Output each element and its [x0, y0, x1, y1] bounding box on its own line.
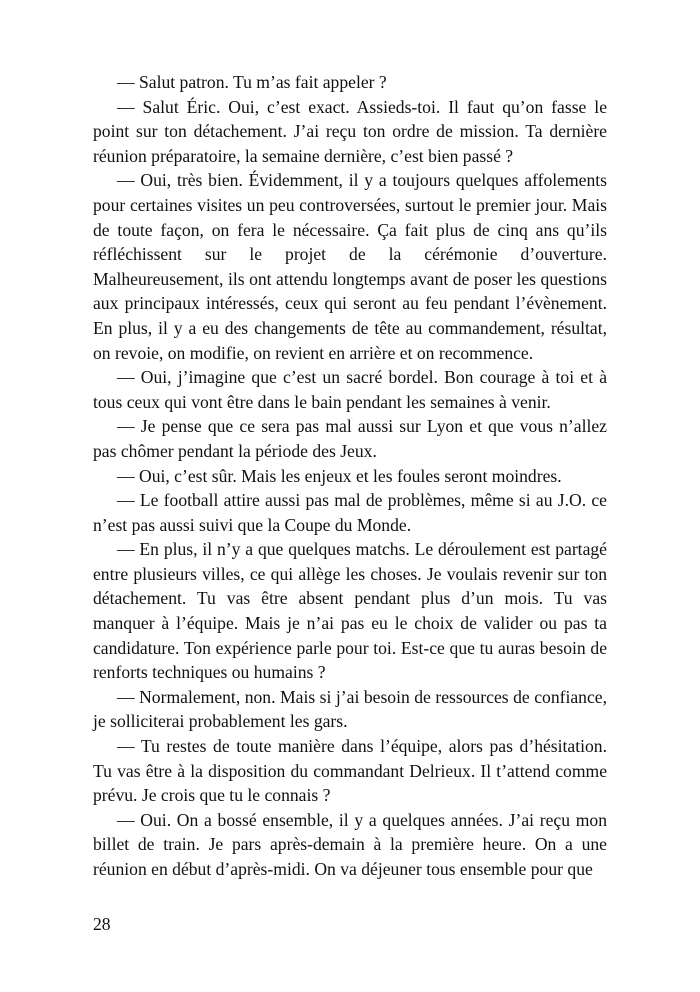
dialogue-paragraph: — Oui, j’imagine que c’est un sacré bordel. Bon courage à toi et à tous ceux qui vont être dans le bain pendant les semaines à venir. — [93, 367, 607, 412]
dialogue-paragraph: — En plus, il n’y a que quelques matchs. Le déroulement est partagé entre plusieurs villes, ce qui allège les choses. Je voulais revenir sur ton détachement. Tu vas être absent pendant plus d’un mois. Tu vas manquer à l’équipe. Mais je n’ai pas eu le choix de valider ou pas ta candidature. Ton expérience parle pour toi. Est-ce que tu auras besoin de renforts techniques ou humains ? — [93, 539, 607, 683]
dialogue-paragraph: — Tu restes de toute manière dans l’équipe, alors pas d’hésitation. Tu vas être à la disposition du commandant Delrieux. Il t’attend comme prévu. Je crois que tu le connais ? — [93, 736, 607, 806]
page-number: 28 — [93, 914, 111, 934]
book-page-body — [93, 70, 607, 882]
dialogue-paragraph: — Oui, très bien. Évidemment, il y a toujours quelques affolements pour certaines visites un peu controversées, surtout le premier jour. Mais de toute façon, on fera le nécessaire. Ça fait plus de cinq ans qu’ils réfléchissent sur le projet de la cérémonie d’ouverture. Malheureusement, ils ont attendu longtemps avant de poser les questions aux principaux intéressés, ceux qui seront au feu pendant l’évènement. En plus, il y a eu des changements de tête au commandement, résultat, on revoie, on modifie, on revient en arrière et on recommence. — [93, 170, 607, 363]
dialogue-paragraph: — Oui. On a bossé ensemble, il y a quelques années. J’ai reçu mon billet de train. Je pars après-demain à la première heure. On a une réunion en début d’après-midi. On va déjeuner tous ensemble pour que — [93, 809, 607, 879]
dialogue-paragraph: — Salut Éric. Oui, c’est exact. Assieds-toi. Il faut qu’on fasse le point sur ton détachement. J’ai reçu ton ordre de mission. Ta dernière réunion préparatoire, la semaine dernière, c’est bien passé ? — [93, 96, 607, 166]
dialogue-paragraph: — Je pense que ce sera pas mal aussi sur Lyon et que vous n’allez pas chômer pendant la période des Jeux. — [93, 416, 607, 461]
dialogue-paragraph: — Oui, c’est sûr. Mais les enjeux et les foules seront moindres. — [117, 465, 562, 486]
dialogue-paragraph: — Normalement, non. Mais si j’ai besoin de ressources de confiance, je solliciterai probablement les gars. — [93, 686, 607, 732]
dialogue-paragraph: — Le football attire aussi pas mal de problèmes, même si au J.O. ce n’est pas aussi suivi que la Coupe du Monde. — [93, 490, 607, 535]
dialogue-paragraph: — Salut patron. Tu m’as fait appeler ? — [117, 72, 387, 92]
